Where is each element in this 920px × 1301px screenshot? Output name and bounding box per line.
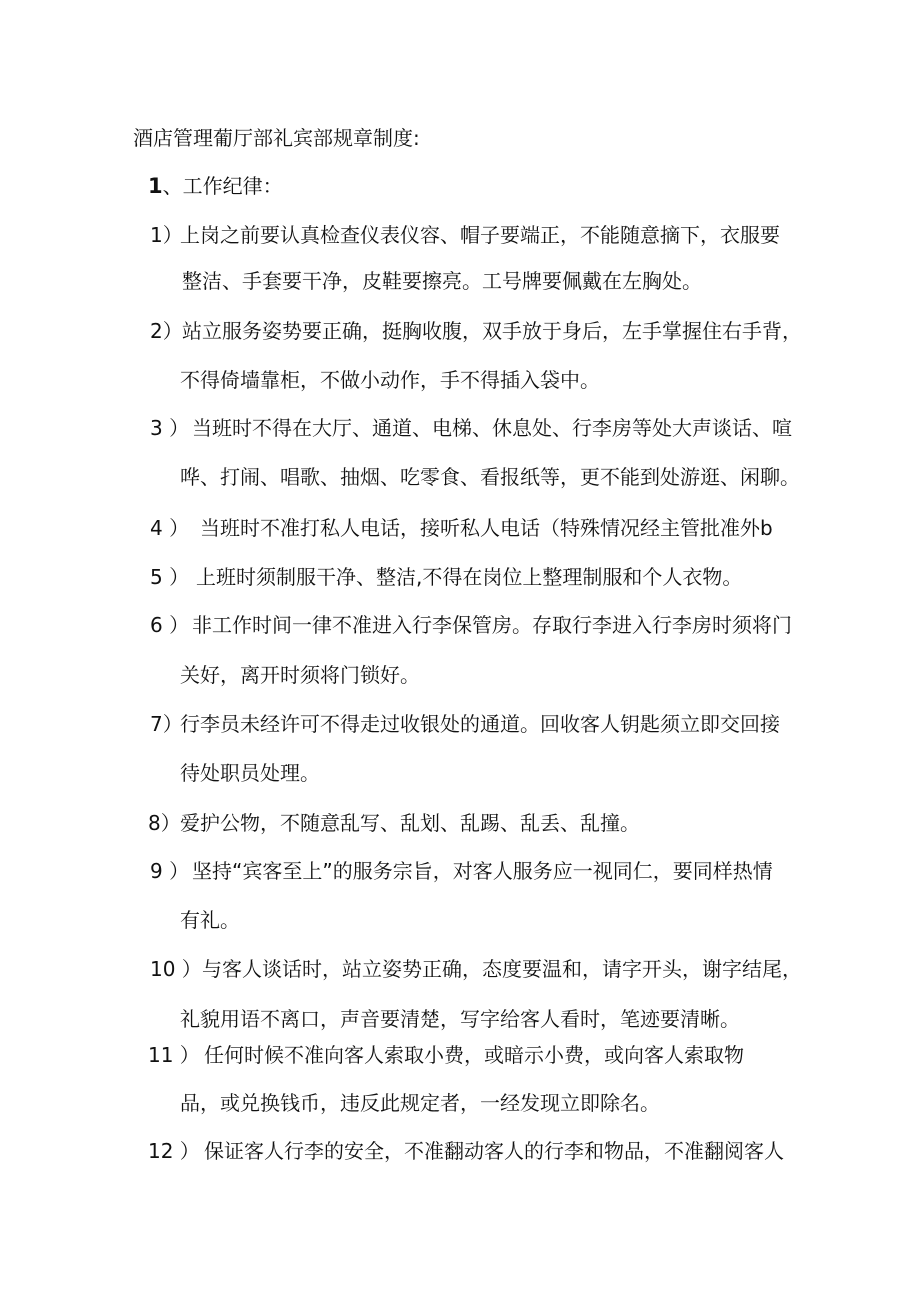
item-number: 3 ） xyxy=(150,416,190,440)
list-item xyxy=(150,612,792,638)
item-number: 11 ） xyxy=(148,1043,200,1067)
item-text: 当班时不准打私人电话，接听私人电话（特殊情况经主管批准外b xyxy=(200,516,773,540)
item-text: 上岗之前要认真检查仪表仪容、帽子要端正，不能随意摘下，衣服要 xyxy=(180,223,780,247)
item-text: 站立服务姿势要正确，挺胸收腹，双手放于身后，左手掌握住右手背， xyxy=(182,319,802,343)
item-number: 12 ） xyxy=(148,1139,200,1163)
item-continuation: 关好，离开时须将门锁好。 xyxy=(180,663,420,687)
section-number: 1 xyxy=(148,174,163,198)
list-item xyxy=(150,564,742,590)
section-label: 、工作纪律： xyxy=(162,174,283,198)
item-number: 1） xyxy=(150,223,183,247)
item-continuation: 哗、打闹、唱歌、抽烟、吃零食、看报纸等，更不能到处游逛、闲聊。 xyxy=(180,465,800,489)
item-text: 与客人谈话时，站立姿势正确，态度要温和，请字开头，谢字结尾， xyxy=(202,957,802,981)
list-item xyxy=(150,711,780,737)
list-item xyxy=(150,318,802,344)
list-item xyxy=(150,415,792,441)
list-item xyxy=(148,1042,744,1068)
item-text: 任何时候不准向客人索取小费，或暗示小费，或向客人索取物 xyxy=(204,1043,744,1067)
item-continuation: 待处职员处理。 xyxy=(180,761,320,785)
item-number: 5 ） xyxy=(150,565,190,589)
item-text: 行李员未经许可不得走过收银处的通道。回收客人钥匙须立即交回接 xyxy=(180,712,780,736)
item-number: 4 ） xyxy=(150,516,190,540)
item-text: 上班时须制服干净、整洁,不得在岗位上整理制服和个人衣物。 xyxy=(196,565,743,589)
item-number: 9 ） xyxy=(150,859,190,883)
list-item xyxy=(150,515,773,541)
item-continuation: 礼貌用语不离口，声音要清楚，写字给客人看时，笔迹要清晰。 xyxy=(180,1007,740,1031)
item-continuation: 有礼。 xyxy=(180,908,240,932)
list-item xyxy=(150,222,780,248)
item-number: 10 ） xyxy=(150,957,202,981)
list-item xyxy=(150,858,773,884)
item-number: 7） xyxy=(150,712,183,736)
list-item xyxy=(148,1138,784,1164)
item-continuation: 整洁、手套要干净，皮鞋要擦亮。工号牌要佩戴在左胸处。 xyxy=(182,269,702,293)
section-heading xyxy=(148,173,283,199)
item-continuation: 品，或兑换钱币，违反此规定者，一经发现立即除名。 xyxy=(180,1091,660,1115)
list-item xyxy=(150,956,802,982)
item-number: 6 ） xyxy=(150,613,190,637)
document-title: 酒店管理葡厅部礼宾部规章制度: xyxy=(133,126,420,150)
item-text: 坚持“宾客至上”的服务宗旨，对客人服务应一视同仁，要同样热情 xyxy=(192,859,773,883)
item-number: 8） xyxy=(148,811,181,835)
item-text: 当班时不得在大厅、通道、电梯、休息处、行李房等处大声谈话、喧 xyxy=(192,416,792,440)
item-text: 保证客人行李的安全，不准翻动客人的行李和物品，不准翻阅客人 xyxy=(204,1139,784,1163)
item-text: 非工作时间一律不准进入行李保管房。存取行李进入行李房时须将门 xyxy=(192,613,792,637)
item-text: 爱护公物，不随意乱写、乱划、乱踢、乱丢、乱撞。 xyxy=(180,811,640,835)
list-item xyxy=(148,810,640,836)
item-number: 2） xyxy=(150,319,183,343)
item-continuation: 不得倚墙靠柜，不做小动作，手不得插入袋中。 xyxy=(180,368,600,392)
